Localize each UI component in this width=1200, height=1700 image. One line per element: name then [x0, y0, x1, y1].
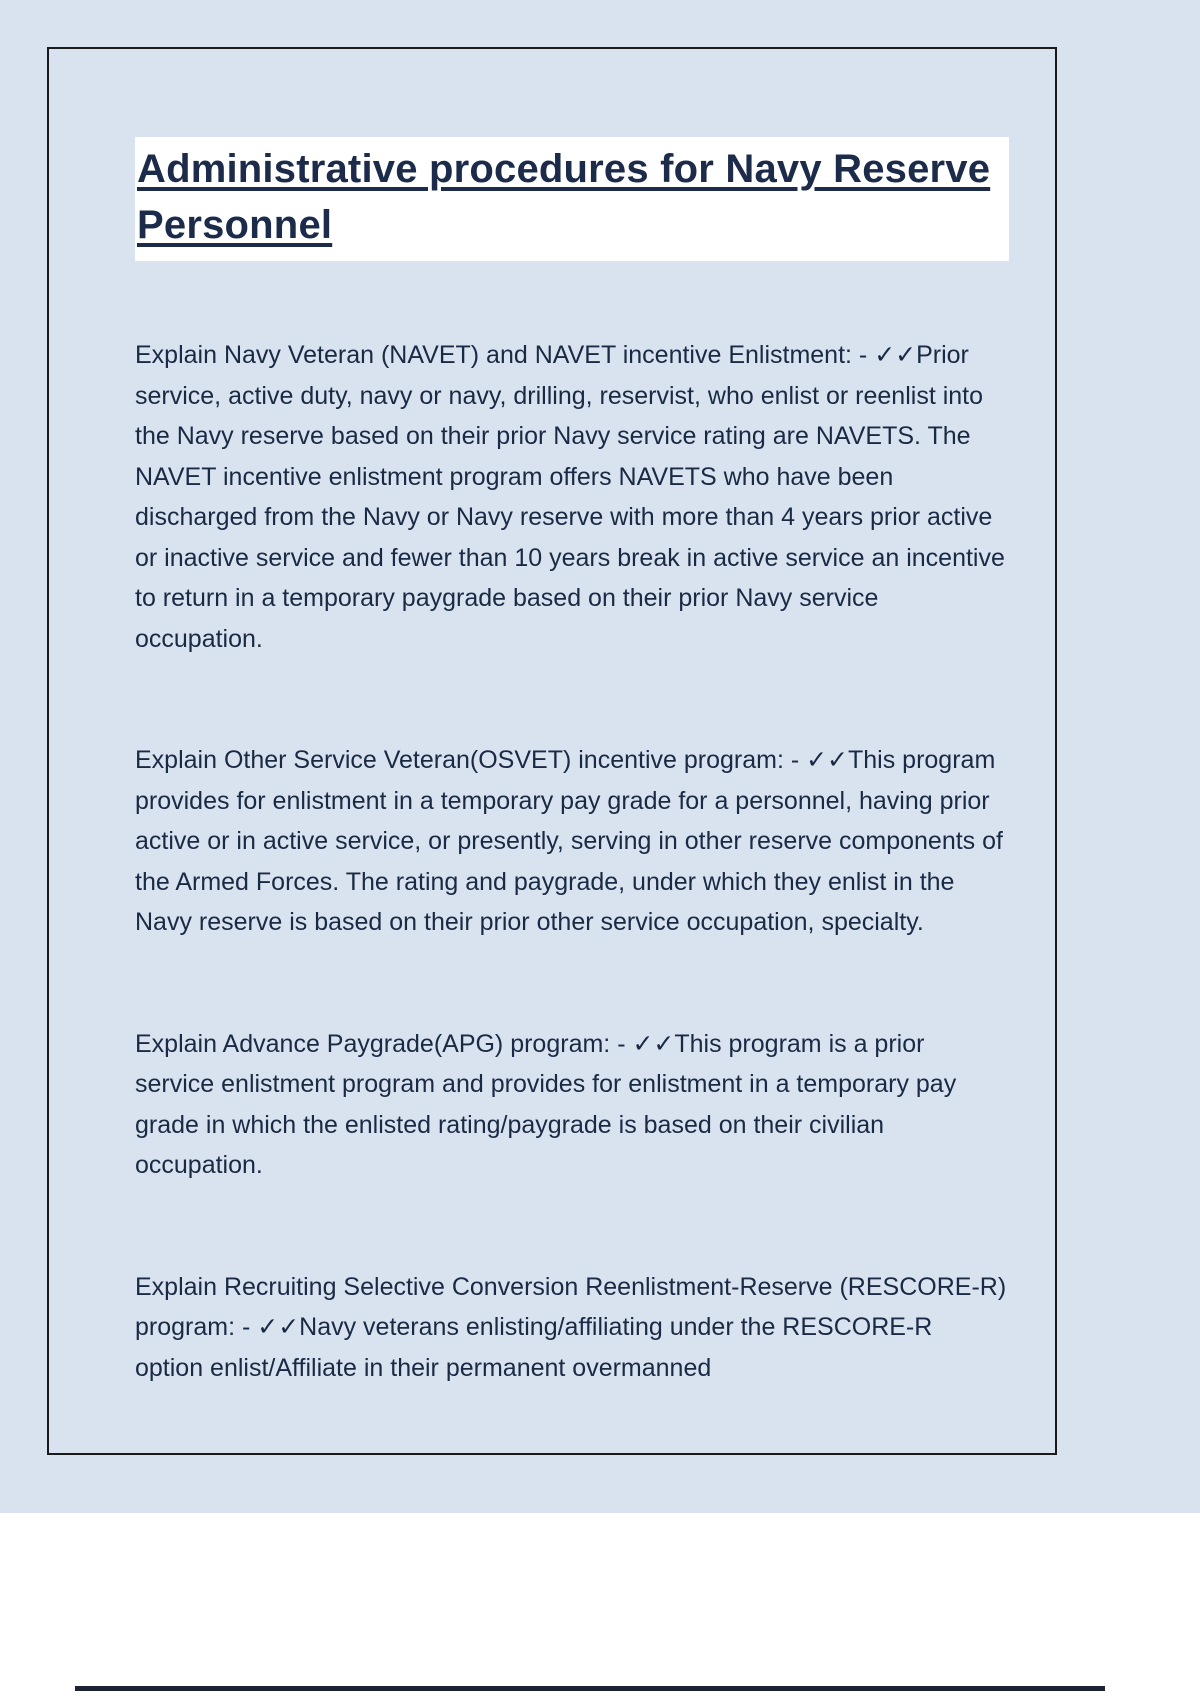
page-title: Administrative procedures for Navy Reserve Personnel — [135, 137, 1009, 261]
document-page — [47, 47, 1057, 1455]
next-page-top-edge — [75, 1686, 1105, 1691]
paragraph-navet: Explain Navy Veteran (NAVET) and NAVET incentive Enlistment: - ✓✓Prior service, active duty, navy or navy, drilling, reservist, who enlist or reenlist into the Navy reserve based on their prior Navy service rating are NAVETS. The NAVET incentive enlistment program offers NAVETS who have been discharged from the Navy or Navy reserve with more than 4 years prior active or inactive service and fewer than 10 years break in active service an incentive to return in a temporary paygrade based on their prior Navy service occupation. — [135, 341, 1005, 653]
paragraph-apg: Explain Advance Paygrade(APG) program: - ✓✓This program is a prior service enlistment program and provides for enlistment in a temporary pay grade in which the enlisted rating/paygrade is based on their civilian occupation. — [135, 1029, 957, 1179]
paragraph-rescore-r: Explain Recruiting Selective Conversion Reenlistment-Reserve (RESCORE-R) program: - ✓✓Navy veterans enlisting/affiliating under the RESCORE-R option enlist/Affiliate in their permanent overmanned — [135, 1272, 1007, 1382]
paragraph-osvet: Explain Other Service Veteran(OSVET) incentive program: - ✓✓This program provides for enlistment in a temporary pay grade for a personnel, having prior active or in active service, or presently, serving in other reserve components of the Armed Forces. The rating and paygrade, under which they enlist in the Navy reserve is based on their prior other service occupation, specialty. — [135, 746, 1003, 936]
